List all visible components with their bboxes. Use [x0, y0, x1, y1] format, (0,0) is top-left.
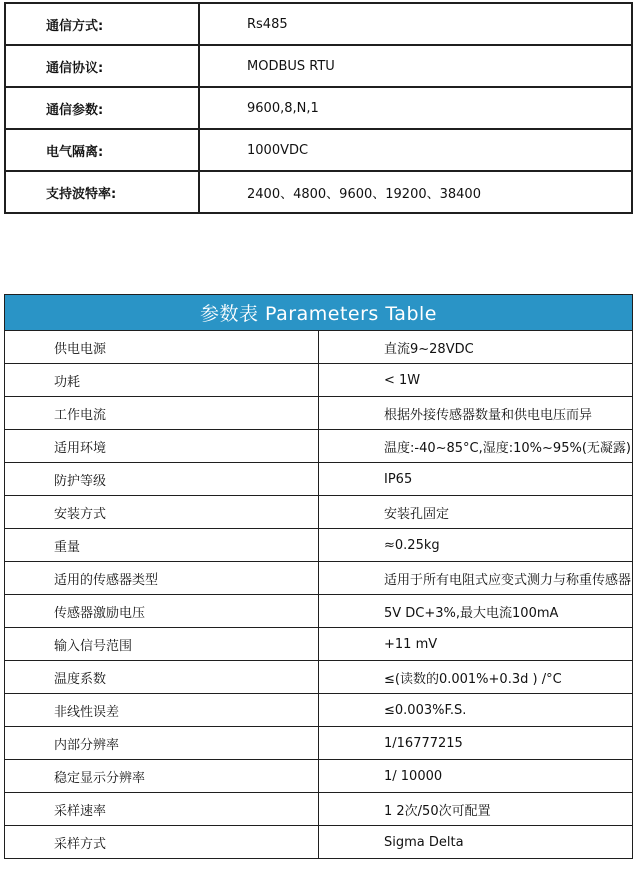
- param-value: 1 2次/50次可配置: [319, 793, 633, 826]
- param-value: Sigma Delta: [319, 826, 633, 859]
- row-value: 1000VDC: [199, 129, 632, 171]
- table-row: [5, 3, 632, 45]
- communication-table: [4, 2, 633, 214]
- param-value: +11 mV: [319, 628, 633, 661]
- param-value: ≈0.25kg: [319, 529, 633, 562]
- table-row: [5, 129, 632, 171]
- param-value: IP65: [319, 463, 633, 496]
- table-row: [5, 529, 633, 562]
- param-label: 安装方式: [5, 496, 319, 529]
- table-row: [5, 430, 633, 463]
- param-label: 输入信号范围: [5, 628, 319, 661]
- table-row: [5, 364, 633, 397]
- param-label: 适用环境: [5, 430, 319, 463]
- parameters-table: [4, 294, 633, 859]
- row-value: 2400、4800、9600、19200、38400: [199, 171, 632, 213]
- row-label: 通信方式:: [5, 3, 199, 45]
- row-label: 电气隔离:: [5, 129, 199, 171]
- param-value: 直流9~28VDC: [319, 331, 633, 364]
- param-label: 非线性误差: [5, 694, 319, 727]
- table-row: [5, 171, 632, 213]
- param-value: 1/ 10000: [319, 760, 633, 793]
- table-row: [5, 694, 633, 727]
- table-header-row: [5, 295, 633, 331]
- table-row: [5, 397, 633, 430]
- param-label: 防护等级: [5, 463, 319, 496]
- param-label: 采样速率: [5, 793, 319, 826]
- param-value: ≤(读数的0.001%+0.3d ) /°C: [319, 661, 633, 694]
- table-row: [5, 331, 633, 364]
- param-value: ≤0.003%F.S.: [319, 694, 633, 727]
- table-row: [5, 562, 633, 595]
- param-value: 5V DC+3%,最大电流100mA: [319, 595, 633, 628]
- param-label: 功耗: [5, 364, 319, 397]
- row-value: MODBUS RTU: [199, 45, 632, 87]
- param-label: 供电电源: [5, 331, 319, 364]
- table-row: [5, 628, 633, 661]
- row-value: Rs485: [199, 3, 632, 45]
- param-value: < 1W: [319, 364, 633, 397]
- param-label: 采样方式: [5, 826, 319, 859]
- table-row: [5, 661, 633, 694]
- row-label: 通信参数:: [5, 87, 199, 129]
- row-label: 支持波特率:: [5, 171, 199, 213]
- param-label: 温度系数: [5, 661, 319, 694]
- table-row: [5, 595, 633, 628]
- param-value: 温度:-40~85°C,湿度:10%~95%(无凝露): [319, 430, 633, 463]
- table-row: [5, 496, 633, 529]
- table-row: [5, 760, 633, 793]
- table-row: [5, 727, 633, 760]
- param-label: 传感器激励电压: [5, 595, 319, 628]
- param-label: 工作电流: [5, 397, 319, 430]
- row-value: 9600,8,N,1: [199, 87, 632, 129]
- row-label: 通信协议:: [5, 45, 199, 87]
- table-row: [5, 793, 633, 826]
- param-label: 稳定显示分辨率: [5, 760, 319, 793]
- table-row: [5, 45, 632, 87]
- parameters-table-title: 参数表 Parameters Table: [5, 295, 633, 331]
- table-row: [5, 463, 633, 496]
- param-value: 适用于所有电阻式应变式测力与称重传感器: [319, 562, 633, 595]
- param-value: 根据外接传感器数量和供电电压而异: [319, 397, 633, 430]
- param-value: 1/16777215: [319, 727, 633, 760]
- param-label: 重量: [5, 529, 319, 562]
- param-label: 适用的传感器类型: [5, 562, 319, 595]
- param-value: 安装孔固定: [319, 496, 633, 529]
- table-row: [5, 87, 632, 129]
- param-label: 内部分辨率: [5, 727, 319, 760]
- table-row: [5, 826, 633, 859]
